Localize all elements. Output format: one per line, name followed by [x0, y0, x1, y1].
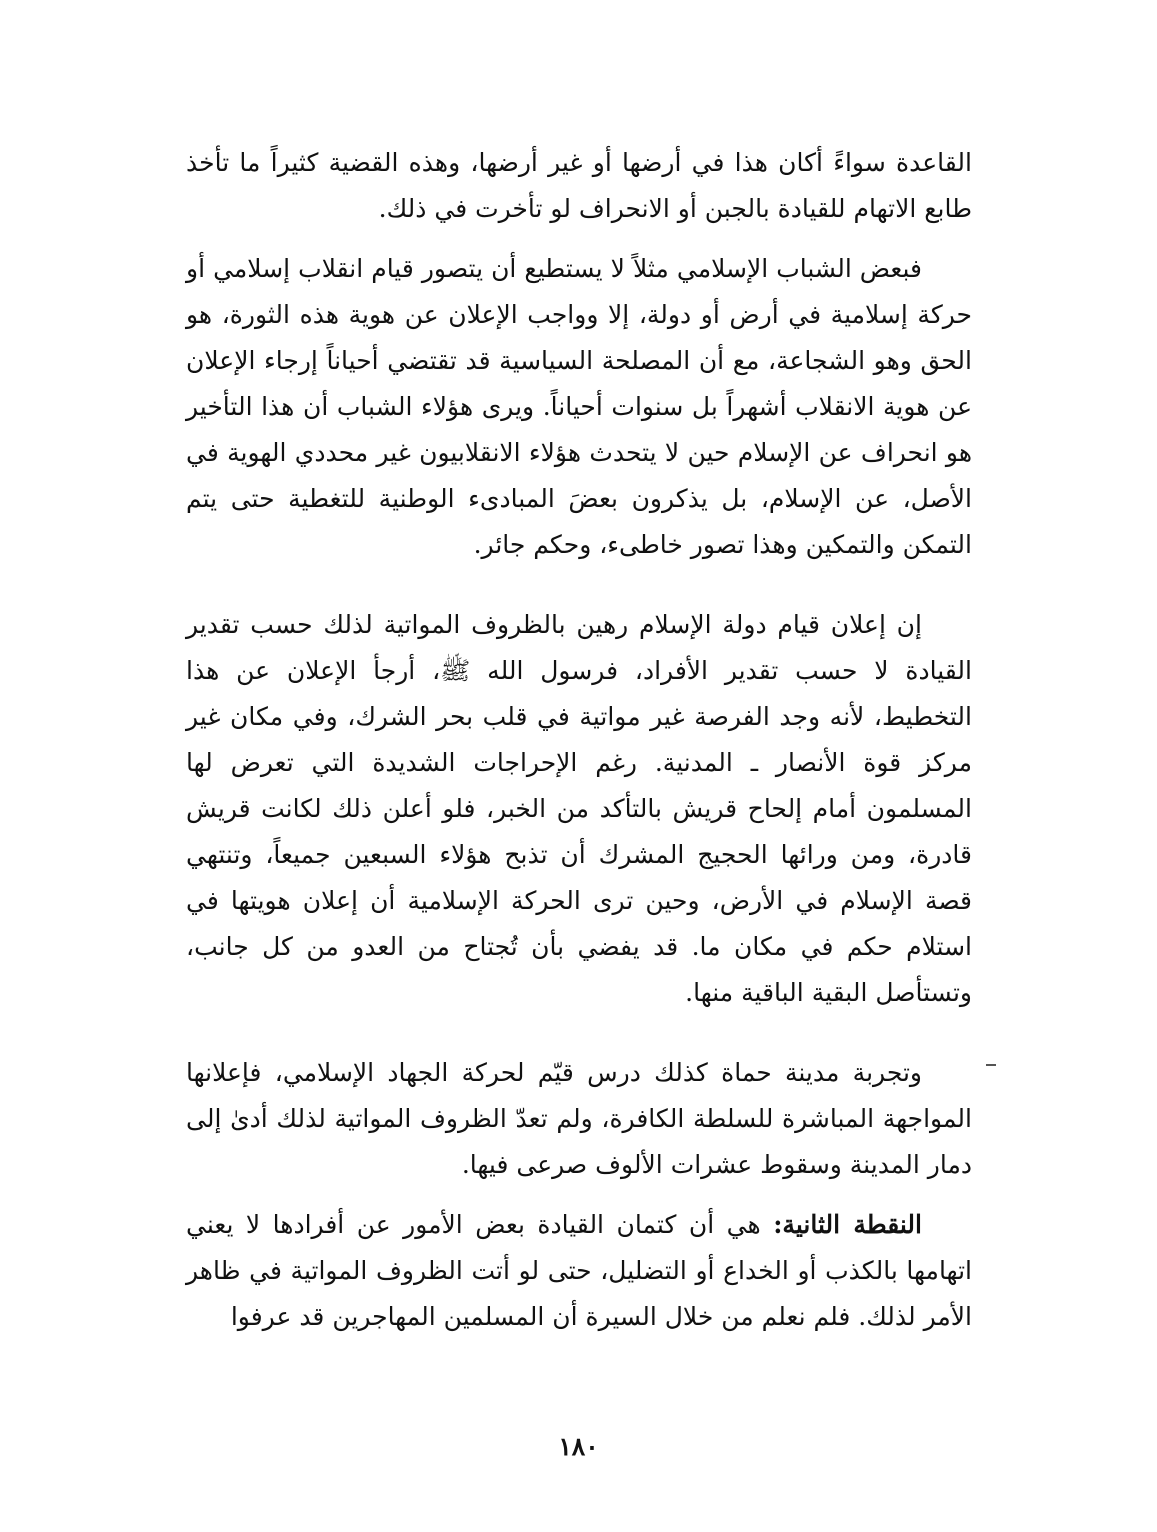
- paragraph-5: [186, 1202, 972, 1340]
- paragraph-4: وتجربة مدينة حماة كذلك درس قيّم لحركة الجهاد الإسلامي، فإعلانها المواجهة المباشرة للسلطة الكافرة، ولم تعدّ الظروف المواتية لذلك أدىٰ إلى دمار المدينة وسقوط عشرات الألوف صرعى فيها.: [186, 1058, 972, 1179]
- paragraph-2: فبعض الشباب الإسلامي مثلاً لا يستطيع أن يتصور قيام انقلاب إسلامي أو حركة إسلامية في أرض أو دولة، إلا وواجب الإعلان عن هوية هذه الثورة، هو الحق وهو الشجاعة، مع أن المصلحة السياسية قد تقتضي أحياناً إرجاء الإعلان عن هوية الانقلاب أشهراً بل سنوات أحياناً. ويرى هؤلاء الشباب أن هذا التأخير هو انحراف عن الإسلام حين لا يتحدث هؤلاء الانقلابيون غير محددي الهوية في الأصل، عن الإسلام، بل يذكرون بعضَ المبادىء الوطنية للتغطية حتى يتم التمكن والتمكين وهذا تصور خاطىء، وحكم جائر.: [186, 254, 972, 559]
- section-heading: النقطة الثانية:: [773, 1210, 922, 1239]
- paragraph-1: القاعدة سواءً أكان هذا في أرضها أو غير أرضها، وهذه القضية كثيراً ما تأخذ طابع الاتهام للقيادة بالجبن أو الانحراف لو تأخرت في ذلك.: [186, 148, 972, 223]
- margin-mark: [986, 1064, 996, 1066]
- page-number: ١٨٠: [558, 1432, 599, 1461]
- paragraph-5-text: هي أن كتمان القيادة بعض الأمور عن أفرادها لا يعني اتهامها بالكذب أو الخداع أو التضليل، حتى لو أتت الظروف المواتية في ظاهر الأمر لذلك. فلم نعلم من خلال السيرة أن المسلمين المهاجرين قد عرفوا: [186, 1210, 972, 1331]
- paragraph-3: إن إعلان قيام دولة الإسلام رهين بالظروف المواتية لذلك حسب تقدير القيادة لا حسب تقدير الأفراد، فرسول الله ﷺ، أرجأ الإعلان عن هذا التخطيط، لأنه وجد الفرصة غير مواتية في قلب بحر الشرك، وفي مكان غير مركز قوة الأنصار ـ المدنية. رغم الإحراجات الشديدة التي تعرض لها المسلمون أمام إلحاح قريش بالتأكد من الخبر، فلو أعلن ذلك لكانت قريش قادرة، ومن ورائها الحجيج المشرك أن تذبح هؤلاء السبعين جميعاً، وتنتهي قصة الإسلام في الأرض، وحين ترى الحركة الإسلامية أن إعلان هويتها في استلام حكم في مكان ما. قد يفضي بأن تُجتاح من العدو من كل جانب، وتستأصل البقية الباقية منها.: [186, 610, 972, 1007]
- page-body: [186, 140, 972, 1340]
